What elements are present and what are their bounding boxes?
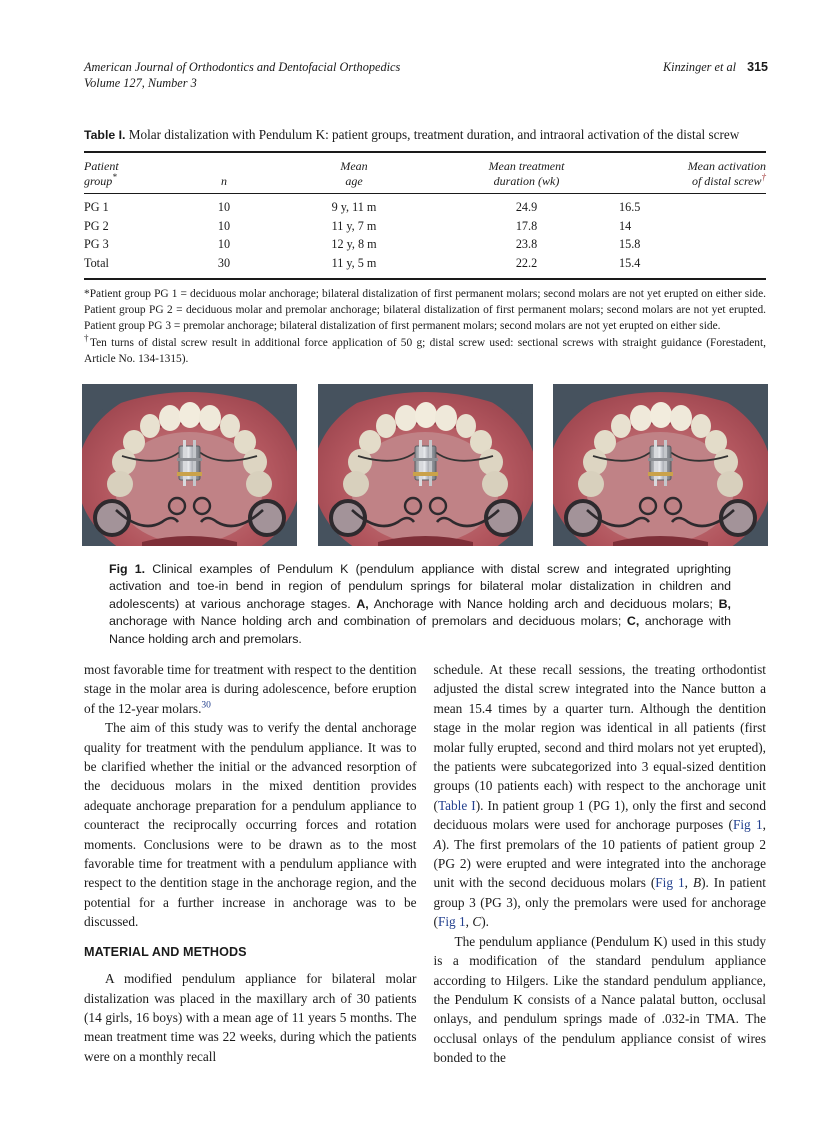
text-segment: B,: [718, 596, 731, 611]
text-segment: A: [433, 836, 442, 852]
table-cell: 10: [217, 200, 231, 214]
body-paragraph: [434, 660, 767, 932]
table-caption-label: Table I.: [84, 128, 126, 142]
article-body: [84, 660, 766, 1068]
table-caption: [84, 126, 766, 144]
text-segment: anchorage with Nance holding arch and combination of premolars and deciduous molars;: [109, 614, 627, 629]
page-number: 315: [747, 60, 768, 74]
table-cell: 10: [217, 218, 231, 233]
text-segment: ,: [465, 914, 473, 930]
table-cell: 12 y, 8 m: [331, 237, 377, 251]
table-cell: 15.8: [619, 237, 641, 251]
text-segment: Clinical examples of Pendulum K (pendulum appliance with distal screw and integrated uprighting activation and toe-in bend in region of pendulum springs for bilateral molar distalization in children and adolescents) at various anchorage stages.: [109, 562, 731, 611]
table-cell: 14: [619, 218, 632, 233]
left-column: [84, 660, 417, 1068]
table-cell: 23.8: [515, 237, 538, 251]
authors: Kinzinger et al: [662, 60, 737, 74]
table-cell: 11 y, 7 m: [331, 218, 377, 233]
table-section: [84, 126, 766, 367]
table-cell: 10: [217, 237, 231, 251]
table-row: [84, 236, 766, 255]
table-body: [84, 194, 766, 280]
body-paragraph: [84, 660, 417, 718]
body-paragraph: [84, 969, 417, 1066]
text-segment: The aim of this study was to verify the dental anchorage quality for treatment with the pendulum appliance. It was to be clarified whether the initial or the advanced resorption of the deciduous molars in the mixed dentition provides adequate anchorage preparation for a pendulum appliance to counteract the reciprocally occurring forces and rotation moments. Conclusions were to be drawn as to the most favorable time for treatment with a pendulum appliance with respect to the dentition stage in the anchorage region, and the potential for a further increase in anchorage was to be discussed.: [84, 720, 417, 930]
table-cell: Total: [84, 255, 109, 270]
text-segment: C: [472, 914, 482, 930]
text-segment: A,: [356, 596, 369, 611]
column-header: Mean age: [340, 159, 368, 188]
table-row: [84, 217, 766, 236]
figure-1: [82, 384, 768, 648]
table-cell: 15.4: [619, 255, 641, 270]
text-segment: ). The first premolars of the 10 patients of patient group 2 (PG 2) were erupted and were integrated into the anchorage unit with the second deciduous molars (: [433, 836, 766, 891]
text-segment: ,: [684, 875, 693, 891]
cross-reference-link[interactable]: Table I: [437, 797, 476, 813]
journal-issue: Volume 127, Number 3: [84, 75, 197, 90]
text-segment: ). In patient group 1 (PG 1), only the first and second deciduous molars were used for anchorage purposes (: [433, 797, 766, 833]
table-cell: 24.9: [515, 200, 538, 214]
section-heading: MATERIAL AND METHODS: [84, 944, 247, 959]
article-identification: [663, 60, 768, 76]
text-segment: Fig 1.: [109, 562, 146, 576]
column-header: Mean treatment duration (wk): [488, 159, 565, 188]
table-footnote: †Ten turns of distal screw result in additional force application of 50 g; distal screw used: sectional screws with straight guidance (Forestadent, Article No. 134-1315).: [84, 332, 767, 365]
text-segment: most favorable time for treatment with respect to the dentition stage in the molar area is during adolescence, before eruption of the 12-year molars.: [84, 662, 417, 716]
text-segment: Anchorage with Nance holding arch and deciduous molars;: [368, 596, 719, 611]
table-cell: PG 2: [84, 218, 109, 233]
text-segment: B: [692, 875, 702, 891]
body-paragraph: [434, 932, 767, 1068]
text-segment: A modified pendulum appliance for bilateral molar distalization was placed in the maxillary arch of 30 patients (14 girls, 16 boys) with a mean age of 11 years 5 months. The mean treatment time was 22 weeks, during which the patients were on a monthly recall: [84, 971, 417, 1064]
table-caption-text: Molar distalization with Pendulum K: patient groups, treatment duration, and intraoral activation of the distal screw: [125, 127, 740, 142]
text-segment: C,: [626, 614, 640, 629]
table-cell: 30: [217, 255, 231, 270]
text-segment: ). In patient group 3 (PG 3), only the premolars were used for anchorage (: [433, 875, 766, 930]
table-cell: 22.2: [515, 255, 538, 270]
table-cell: PG 3: [84, 237, 109, 251]
cross-reference-link[interactable]: 30: [201, 700, 211, 711]
cross-reference-link[interactable]: Fig 1: [437, 914, 466, 930]
cross-reference-link[interactable]: Fig 1: [655, 875, 685, 891]
text-segment: anchorage with Nance holding arch and premolars.: [109, 614, 731, 646]
journal-identification: [84, 60, 400, 91]
figure-caption: [109, 561, 731, 648]
text-segment: ).: [481, 914, 489, 930]
text-segment: The pendulum appliance (Pendulum K) used in this study is a modification of the standard pendulum appliance according to Hilgers. Like the standard pendulum appliance, the Pendulum K consists of a Nance palatal button, occlusal onlays, and pendulum springs made of .032-in TMA. The occlusal onlays of the pendulum appliance consist of wires bonded to the: [433, 933, 766, 1066]
text-segment: schedule. At these recall sessions, the treating orthodontist adjusted the distal screw integrated into the Nance button a mean 15.4 times by a quarter turn. Although the dentition stage in the molar region was identical in all patients (first molar fully erupted, second and third molars not yet erupted), the patients were subcategorized into 3 equal-sized dentition groups (10 patients each) with respect to the anchorage unit (: [433, 662, 766, 813]
table-row: [84, 194, 766, 218]
intraoral-photo-b: [318, 384, 533, 546]
text-segment: ,: [762, 817, 766, 833]
column-header: Patient group*: [84, 159, 119, 188]
cross-reference-link[interactable]: Fig 1: [732, 817, 763, 833]
figure-photo-row: [82, 384, 768, 546]
journal-title: American Journal of Orthodontics and Dentofacial Orthopedics: [84, 60, 401, 74]
column-header: n: [221, 173, 227, 188]
table-footnotes: [84, 286, 766, 367]
patient-groups-table: [84, 151, 766, 280]
table-cell: PG 1: [84, 200, 109, 214]
running-head: [84, 60, 768, 91]
table-cell: 9 y, 11 m: [331, 200, 377, 214]
table-cell: 11 y, 5 m: [331, 255, 377, 270]
intraoral-photo-a: [82, 384, 297, 546]
table-cell: 17.8: [515, 218, 538, 233]
right-column: [434, 660, 767, 1068]
intraoral-photo-c: [553, 384, 768, 546]
table-header: [84, 152, 766, 194]
body-paragraph: [84, 718, 417, 931]
column-header: Mean activation of distal screw†: [687, 159, 766, 188]
table-footnote: *Patient group PG 1 = deciduous molar anchorage; bilateral distalization of first permanent molars; second molars are not yet erupted on either side. Patient group PG 2 = deciduous molar and premolar anchorage; bilateral distalization of first permanent molars; second molars are not yet erupted. Patient group PG 3 = premolar anchorage; bilateral distalization of first permanent molars; second molars are not yet erupted on either side.: [84, 288, 766, 333]
table-row: [84, 254, 766, 279]
table-cell: 16.5: [619, 200, 641, 214]
